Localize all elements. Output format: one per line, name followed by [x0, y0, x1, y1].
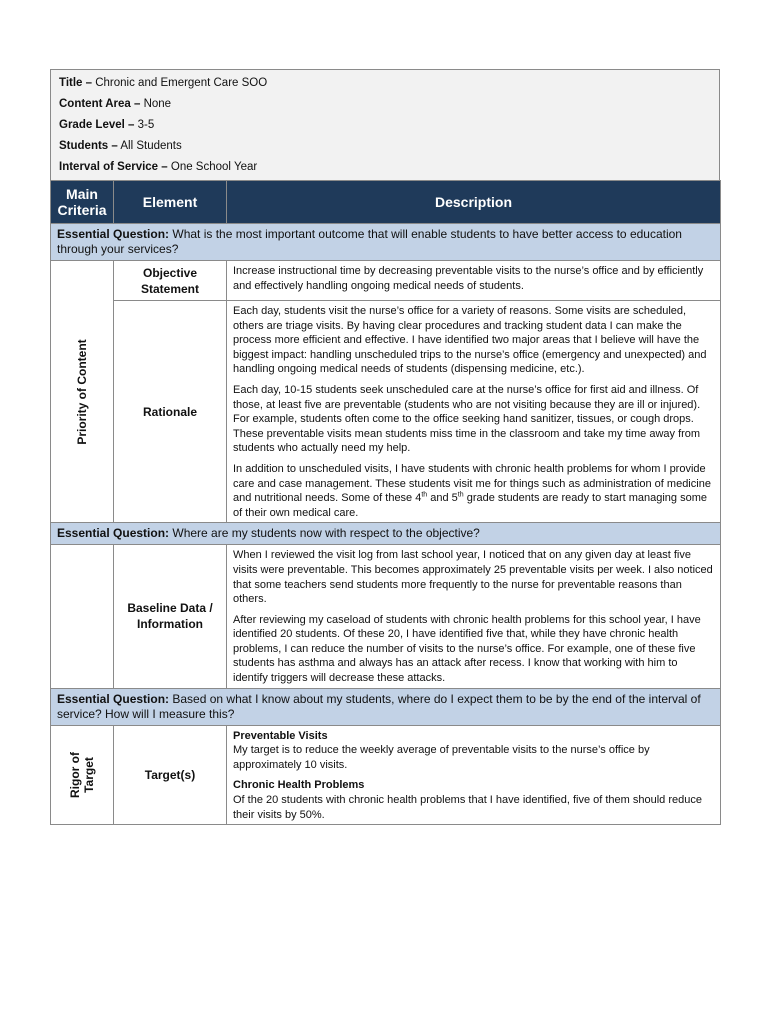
- interval-value: One School Year: [170, 161, 258, 173]
- essential-question-row-1: [51, 224, 721, 261]
- title-line: [59, 73, 711, 94]
- rationale-p3-c: grade students are ready to start managing some of their own medical care.: [233, 492, 707, 519]
- rationale-paragraph-1: Each day, students visit the nurse’s office for a variety of reasons. Some visits are scheduled, others are triage visits. By having clear procedures and tracking student data I can make the process more efficient and effective. I have identified two major areas that I believe will have the biggest impact: handling unscheduled trips to the nurse’s office (emergency and unexpected) and handling ongoing medical needs of students (dispensing medicine, etc.).: [233, 305, 707, 376]
- essential-question-2: [51, 523, 721, 545]
- baseline-data-element: [114, 545, 227, 688]
- content-area-key: Content Area –: [59, 98, 141, 110]
- main-criteria-header: [51, 181, 114, 224]
- objective-element-line1: Objective: [142, 265, 198, 280]
- students-value: All Students: [120, 140, 182, 152]
- rigor-label-line2: Target: [82, 757, 96, 793]
- students-key: Students –: [59, 140, 118, 152]
- priority-of-content-cell: [51, 261, 114, 523]
- essential-question-3: [51, 688, 721, 725]
- main-criteria-header-line2: Criteria: [57, 202, 107, 218]
- content-area-line: [59, 94, 711, 115]
- preventable-visits-text: My target is to reduce the weekly average of preventable visits to the nurse’s office by approximately 10 visits.: [233, 744, 650, 771]
- baseline-description: [227, 545, 721, 688]
- chronic-health-heading: Chronic Health Problems: [233, 779, 365, 792]
- target-description: [227, 725, 721, 825]
- targets-element: Target(s): [114, 725, 227, 825]
- baseline-paragraph-1: When I reviewed the visit log from last school year, I noticed that on any given day at least five visits were preventable. This becomes approximately 25 preventable visits per week. I also noticed that some teachers send students more frequently to the nurse for preventable reasons than others.: [233, 549, 713, 606]
- interval-line: [59, 157, 711, 178]
- info-block: [50, 69, 720, 180]
- essential-question-text: What is the most important outcome that will enable students to have better access to education through your services?: [57, 227, 682, 256]
- rationale-p3-sup2: th: [457, 491, 464, 499]
- baseline-side-cell: [51, 545, 114, 688]
- essential-question-text: Where are my students now with respect to the objective?: [172, 526, 480, 541]
- objective-description: [227, 261, 721, 301]
- baseline-element-line1: Baseline Data /: [127, 601, 213, 616]
- rationale-p3-sup1: th: [421, 491, 428, 499]
- essential-question-label: Essential Question:: [57, 526, 170, 541]
- grade-level-value: 3-5: [137, 119, 155, 131]
- main-criteria-header-line1: Main: [66, 186, 98, 202]
- title-value: Chronic and Emergent Care SOO: [95, 77, 268, 89]
- priority-of-content-label: Priority of Content: [75, 338, 89, 445]
- students-line: [59, 136, 711, 157]
- table-header-row: [51, 181, 721, 224]
- element-header: Element: [114, 181, 227, 224]
- grade-level-line: [59, 115, 711, 136]
- essential-question-text: Based on what I know about my students, where do I expect them to be by the end of the interval of service? How will I measure this?: [57, 691, 701, 721]
- soo-document: [50, 69, 720, 825]
- grade-level-key: Grade Level –: [59, 119, 135, 131]
- rationale-description: [227, 301, 721, 523]
- objective-row: [51, 261, 721, 301]
- rationale-element: Rationale: [114, 301, 227, 523]
- rigor-of-target-label: [68, 752, 96, 798]
- preventable-visits-heading: Preventable Visits: [233, 729, 328, 742]
- rationale-p3-a: In addition to unscheduled visits, I have students with chronic health problems for whom I provide care and case management. These students visit me for things such as administration of medicine and nutritional needs. Some of these 4: [233, 462, 711, 505]
- rationale-paragraph-3: [233, 462, 714, 520]
- objective-statement-element: [114, 261, 227, 301]
- baseline-row: [51, 545, 721, 688]
- chronic-health-text: Of the 20 students with chronic health problems that I have identified, five of them should reduce their visits by 50%.: [233, 794, 702, 821]
- interval-key: Interval of Service –: [59, 161, 168, 173]
- rationale-paragraph-2: Each day, 10-15 students seek unscheduled care at the nurse’s office for first aid and illness. Of those, at least five are preventable (students who are not visiting because they are ill or injured). For example, students often come to the office seeking hand sanitizer, tissues, or cough drops. These preventable visits mean students miss time in the classroom and take my time away from students who actually need my help.: [233, 383, 701, 455]
- rationale-row: [51, 301, 721, 523]
- essential-question-label: Essential Question:: [57, 227, 170, 241]
- rigor-label-line1: Rigor of: [68, 751, 82, 798]
- objective-text: Increase instructional time by decreasing preventable visits to the nurse’s office and by efficiently and effectively handling ongoing medical needs of students.: [233, 265, 704, 292]
- essential-question-row-2: [51, 523, 721, 545]
- objective-element-line2: Statement: [140, 281, 199, 296]
- baseline-paragraph-2: After reviewing my caseload of students with chronic health problems for this school year, I have identified 20 students. Of these 20, I have identified five that, while they have chronic health problems, I can reduce the number of visits to the nurse’s office. For example, one of these five students has asthma and always has an attack after recess. I know that working with him to identify triggers will decrease these attacks.: [233, 613, 701, 685]
- rigor-of-target-cell: [51, 725, 114, 825]
- baseline-element-line2: Information: [137, 617, 203, 632]
- rationale-p3-b: and 5: [427, 492, 458, 505]
- essential-question-1: [51, 224, 721, 261]
- soo-table: [50, 180, 721, 825]
- title-key: Title –: [59, 77, 93, 89]
- description-header: Description: [227, 181, 721, 224]
- essential-question-label: Essential Question:: [57, 691, 170, 706]
- target-row: [51, 725, 721, 825]
- content-area-value: None: [143, 98, 172, 110]
- essential-question-row-3: [51, 688, 721, 725]
